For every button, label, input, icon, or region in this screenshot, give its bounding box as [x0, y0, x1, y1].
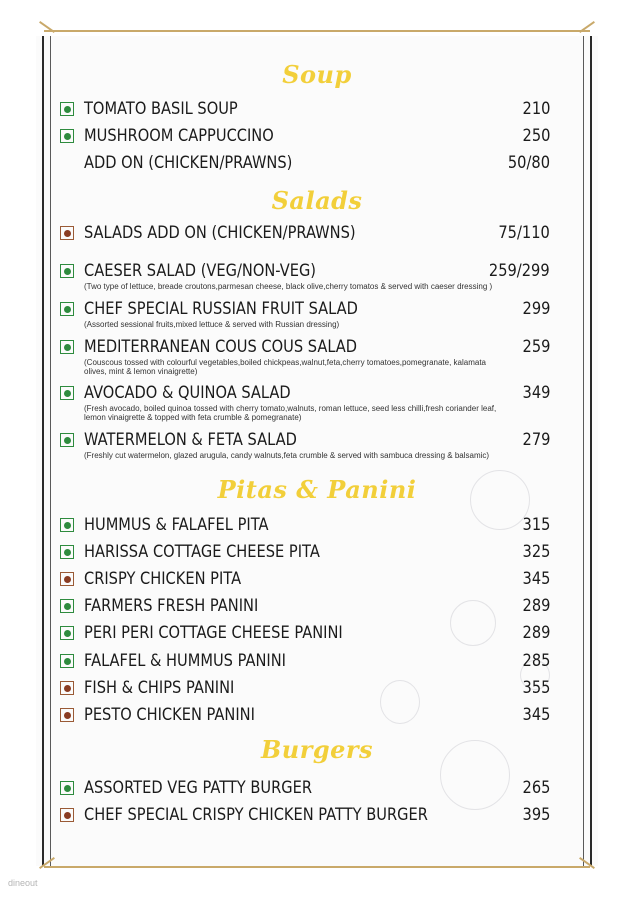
- menu-item: [60, 336, 550, 376]
- non-veg-indicator-icon: [60, 808, 74, 822]
- item-name: MUSHROOM CAPPUCCINO: [84, 126, 274, 146]
- veg-indicator-icon: [60, 102, 74, 116]
- item-price: 259/299: [489, 261, 550, 281]
- item-name: WATERMELON & FETA SALAD: [84, 430, 297, 450]
- section-heading: Salads: [271, 186, 363, 215]
- veg-indicator-icon: [60, 386, 74, 400]
- menu-item: [60, 777, 550, 799]
- menu-item: [60, 222, 550, 244]
- menu-item: [60, 514, 550, 536]
- veg-indicator-icon: [60, 781, 74, 795]
- item-name: ADD ON (CHICKEN/PRAWNS): [84, 153, 293, 173]
- item-name: CAESER SALAD (VEG/NON-VEG): [84, 261, 316, 281]
- menu-item: [60, 382, 550, 422]
- top-border-line: [44, 30, 590, 32]
- item-price: 355: [522, 678, 550, 698]
- item-price: 345: [522, 705, 550, 725]
- item-name: SALADS ADD ON (CHICKEN/PRAWNS): [84, 223, 356, 243]
- menu-item: [60, 622, 550, 644]
- item-price: 259: [522, 337, 550, 357]
- menu-item: [60, 152, 550, 174]
- item-name: AVOCADO & QUINOA SALAD: [84, 383, 291, 403]
- item-price: 299: [522, 299, 550, 319]
- non-veg-indicator-icon: [60, 681, 74, 695]
- non-veg-indicator-icon: [60, 226, 74, 240]
- item-name: FISH & CHIPS PANINI: [84, 678, 235, 698]
- item-name: CHEF SPECIAL RUSSIAN FRUIT SALAD: [84, 299, 358, 319]
- menu-item: [60, 568, 550, 590]
- item-price: 279: [522, 430, 550, 450]
- item-price: 395: [522, 805, 550, 825]
- item-name: TOMATO BASIL SOUP: [84, 99, 238, 119]
- item-name: PESTO CHICKEN PANINI: [84, 705, 255, 725]
- section-heading: Burgers: [260, 735, 374, 764]
- veg-indicator-icon: [60, 545, 74, 559]
- menu-item: [60, 804, 550, 826]
- item-price: 50/80: [507, 153, 550, 173]
- veg-indicator-icon: [60, 129, 74, 143]
- item-price: 250: [522, 126, 550, 146]
- menu-item: [60, 298, 550, 329]
- item-price: 325: [522, 542, 550, 562]
- item-name: HARISSA COTTAGE CHEESE PITA: [84, 542, 320, 562]
- veg-indicator-icon: [60, 518, 74, 532]
- item-price: 315: [522, 515, 550, 535]
- item-price: 345: [522, 569, 550, 589]
- item-description: (Assorted sessional fruits,mixed lettuce & served with Russian dressing): [84, 320, 340, 329]
- watermark-text: dineout: [8, 878, 38, 888]
- item-name: PERI PERI COTTAGE CHEESE PANINI: [84, 623, 343, 643]
- veg-indicator-icon: [60, 654, 74, 668]
- menu-item: [60, 98, 550, 120]
- item-description: (Freshly cut watermelon, glazed arugula, candy walnuts,feta crumble & served with sambuca dressing & balsamic): [84, 451, 490, 460]
- item-description: (Fresh avocado, boiled quinoa tossed with cherry tomato,walnuts, roman lettuce, seed less chilli,fresh coriander leaf, lemon vinaigrette & topped with feta crumble & pomegranate): [84, 404, 497, 422]
- menu-item: [60, 125, 550, 147]
- veg-indicator-icon: [60, 433, 74, 447]
- menu-item: [60, 650, 550, 672]
- menu-item: [60, 541, 550, 563]
- item-name: ASSORTED VEG PATTY BURGER: [84, 778, 313, 798]
- menu-item: [60, 677, 550, 699]
- veg-indicator-icon: [60, 264, 74, 278]
- bottom-border-line: [44, 866, 590, 868]
- veg-indicator-icon: [60, 599, 74, 613]
- veg-indicator-icon: [60, 626, 74, 640]
- item-description: (Two type of lettuce, breade croutons,parmesan cheese, black olive,cherry tomatos & served with caeser dressing ): [84, 282, 493, 291]
- veg-indicator-icon: [60, 340, 74, 354]
- item-description: (Couscous tossed with colourful vegetables,boiled chickpeas,walnut,feta,cherry tomatoes,pomegranate, kalamata olives, mint & lemon vinaigrette): [84, 358, 486, 376]
- section-heading: Pitas & Panini: [217, 475, 417, 504]
- item-price: 289: [522, 596, 550, 616]
- menu-item: [60, 260, 550, 291]
- menu-item: [60, 595, 550, 617]
- item-price: 289: [522, 623, 550, 643]
- menu-item: [60, 704, 550, 726]
- item-price: 349: [522, 383, 550, 403]
- item-name: HUMMUS & FALAFEL PITA: [84, 515, 269, 535]
- item-name: FALAFEL & HUMMUS PANINI: [84, 651, 286, 671]
- non-veg-indicator-icon: [60, 572, 74, 586]
- item-name: MEDITERRANEAN COUS COUS SALAD: [84, 337, 358, 357]
- item-name: FARMERS FRESH PANINI: [84, 596, 259, 616]
- section-heading: Soup: [282, 60, 352, 89]
- veg-indicator-icon: [60, 302, 74, 316]
- item-name: CHEF SPECIAL CRISPY CHICKEN PATTY BURGER: [84, 805, 428, 825]
- non-veg-indicator-icon: [60, 708, 74, 722]
- item-name: CRISPY CHICKEN PITA: [84, 569, 242, 589]
- item-price: 210: [522, 99, 550, 119]
- item-price: 285: [522, 651, 550, 671]
- item-price: 75/110: [498, 223, 550, 243]
- item-price: 265: [522, 778, 550, 798]
- menu-item: [60, 429, 550, 460]
